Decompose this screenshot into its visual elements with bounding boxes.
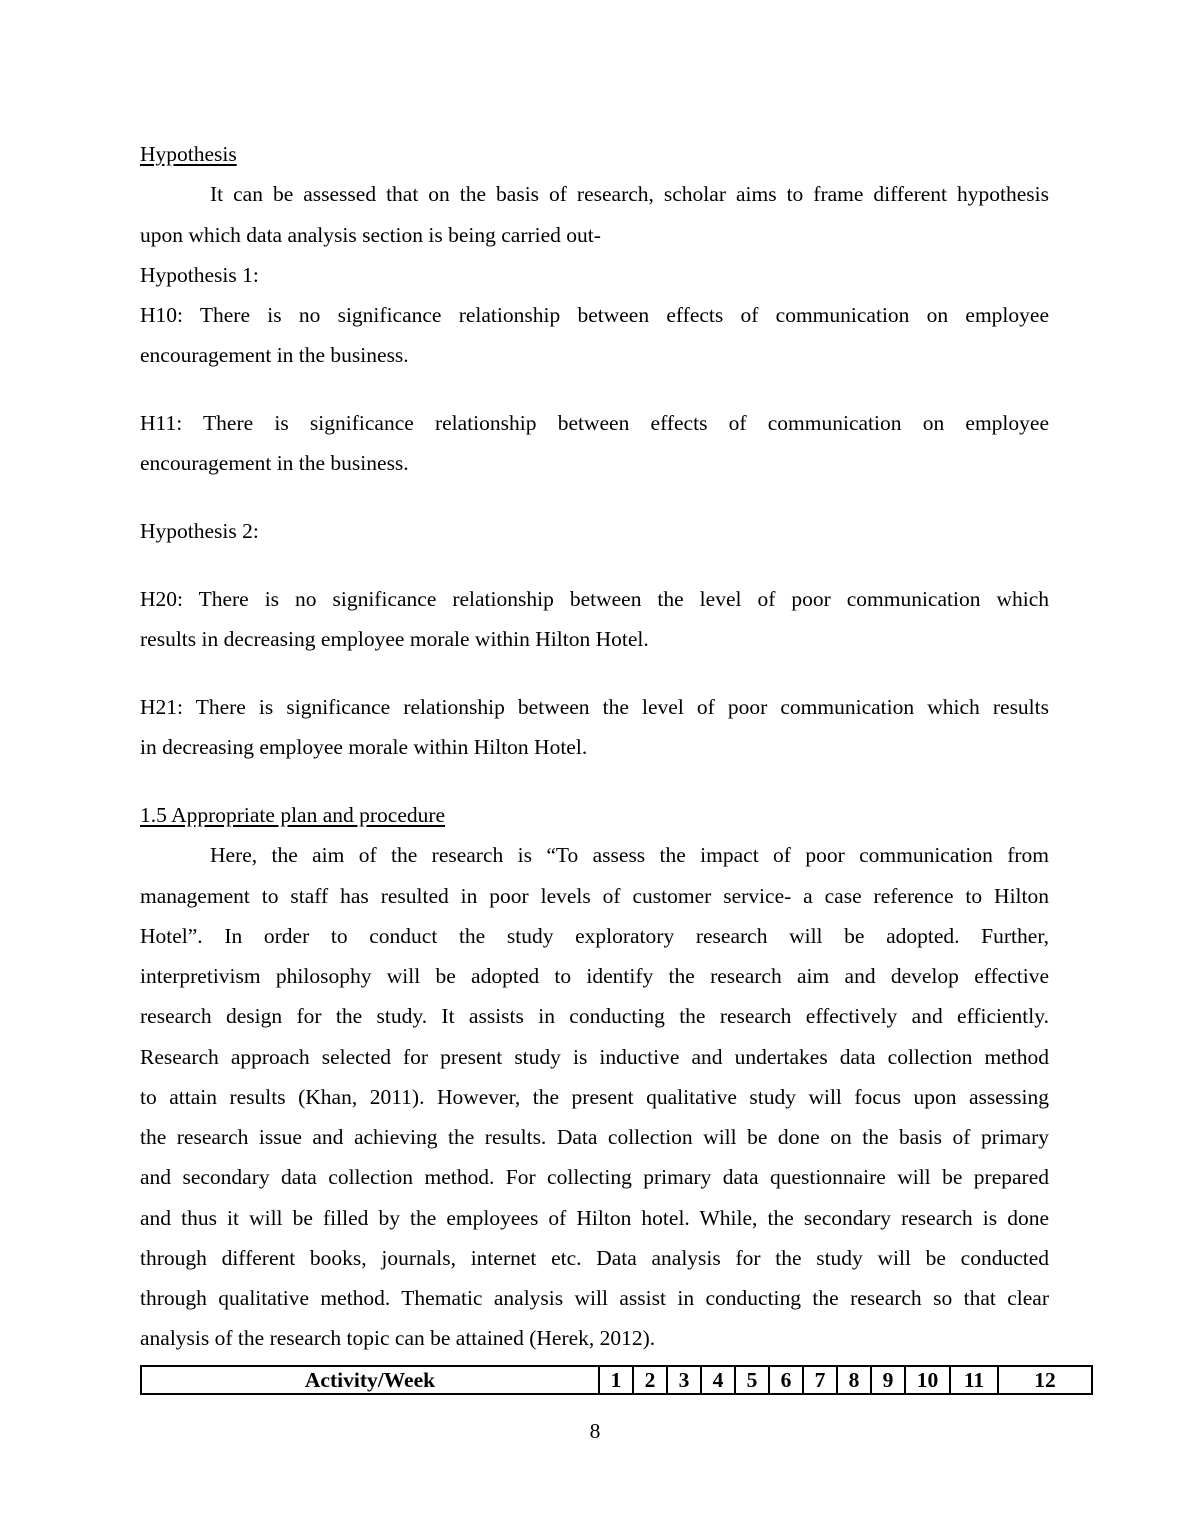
h10-line-2: encouragement in the business. xyxy=(140,343,409,367)
plan-line-6: Research approach selected for present study is inductive and undertakes data collection method xyxy=(140,1045,1049,1069)
week-header-12: 12 xyxy=(998,1366,1092,1394)
hypothesis-intro-line-1: It can be assessed that on the basis of research, scholar aims to frame different hypothesis xyxy=(210,182,1049,206)
week-header-3: 3 xyxy=(667,1366,701,1394)
plan-line-5: research design for the study. It assists in conducting the research effectively and efficiently. xyxy=(140,1004,1049,1028)
plan-line-2: management to staff has resulted in poor levels of customer service- a case reference to Hilton xyxy=(140,884,1049,908)
plan-line-12: through qualitative method. Thematic analysis will assist in conducting the research so that clear xyxy=(140,1286,1049,1310)
plan-line-8: the research issue and achieving the results. Data collection will be done on the basis of primary xyxy=(140,1125,1049,1149)
week-header-8: 8 xyxy=(837,1366,871,1394)
plan-line-7: to attain results (Khan, 2011). However, the present qualitative study will focus upon assessing xyxy=(140,1085,1049,1109)
h21-line-1: H21: There is significance relationship between the level of poor communication which results xyxy=(140,695,1049,719)
plan-line-4: interpretivism philosophy will be adopted to identify the research aim and develop effective xyxy=(140,964,1049,988)
hypothesis-heading: Hypothesis xyxy=(140,142,237,166)
plan-heading: 1.5 Appropriate plan and procedure xyxy=(140,803,446,827)
week-header-11: 11 xyxy=(950,1366,998,1394)
hypothesis-intro-line-2: upon which data analysis section is being carried out- xyxy=(140,223,601,247)
week-header-1: 1 xyxy=(599,1366,633,1394)
plan-line-13: analysis of the research topic can be attained (Herek, 2012). xyxy=(140,1326,656,1350)
hypothesis-2-label: Hypothesis 2: xyxy=(140,519,259,543)
week-header-10: 10 xyxy=(905,1366,950,1394)
week-header-5: 5 xyxy=(735,1366,769,1394)
h10-line-1: H10: There is no significance relationship between effects of communication on employee xyxy=(140,303,1049,327)
week-header-4: 4 xyxy=(701,1366,735,1394)
hypothesis-1-label: Hypothesis 1: xyxy=(140,263,259,287)
plan-line-11: through different books, journals, internet etc. Data analysis for the study will be conducted xyxy=(140,1246,1049,1270)
activity-week-table xyxy=(140,1365,1093,1395)
plan-line-3: Hotel”. In order to conduct the study exploratory research will be adopted. Further, xyxy=(140,924,1049,948)
page-number: 8 xyxy=(589,1419,601,1443)
plan-line-9: and secondary data collection method. For collecting primary data questionnaire will be prepared xyxy=(140,1165,1049,1189)
week-header-2: 2 xyxy=(633,1366,667,1394)
activity-week-header: Activity/Week xyxy=(141,1366,599,1394)
h21-line-2: in decreasing employee morale within Hilton Hotel. xyxy=(140,735,588,759)
h11-line-2: encouragement in the business. xyxy=(140,451,409,475)
plan-line-1: Here, the aim of the research is “To assess the impact of poor communication from xyxy=(210,843,1049,867)
h20-line-2: results in decreasing employee morale within Hilton Hotel. xyxy=(140,627,649,651)
week-header-7: 7 xyxy=(803,1366,837,1394)
h20-line-1: H20: There is no significance relationship between the level of poor communication which xyxy=(140,587,1049,611)
h11-line-1: H11: There is significance relationship between effects of communication on employee xyxy=(140,411,1049,435)
plan-line-10: and thus it will be filled by the employees of Hilton hotel. While, the secondary research is done xyxy=(140,1206,1049,1230)
table-header-row xyxy=(141,1366,1092,1394)
week-header-9: 9 xyxy=(871,1366,905,1394)
week-header-6: 6 xyxy=(769,1366,803,1394)
